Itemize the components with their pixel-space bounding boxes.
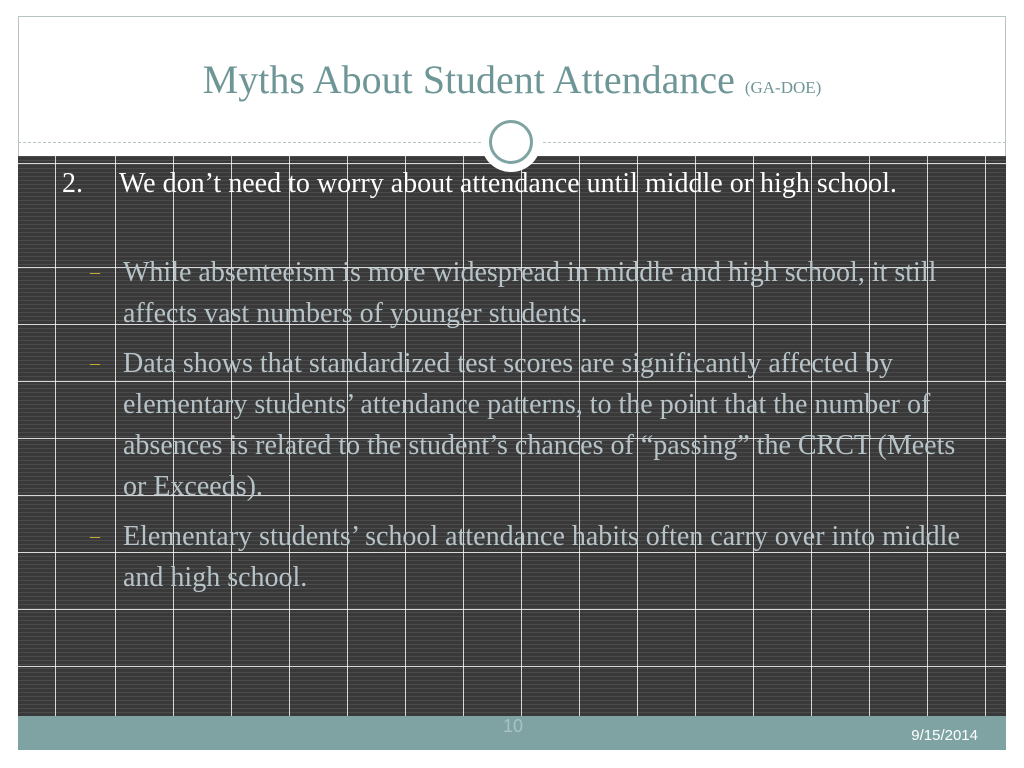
- slide-title-text: Myths About Student Attendance: [202, 57, 735, 102]
- sub-point-list: [90, 252, 970, 607]
- dash-bullet-icon: –: [90, 352, 100, 374]
- sub-point-text: Data shows that standardized test scores are significantly affected by elementary students’ attendance patterns, to the point that the number of absences is related to the student’s chances of “passing” the CRCT (Meets or Exceeds).: [123, 348, 956, 502]
- sub-point-text: While absenteeism is more widespread in middle and high school, it still affects vast numbers of younger students.: [123, 257, 937, 329]
- main-point-text: We don’t need to worry about attendance until middle or high school.: [119, 168, 897, 199]
- sub-point: [90, 252, 970, 334]
- page-number: 10: [502, 716, 524, 736]
- main-point-number: 2.: [62, 168, 83, 199]
- sub-point: [90, 343, 970, 507]
- sub-point: [90, 516, 970, 598]
- sub-point-text: Elementary students’ school attendance habits often carry over into middle and high school.: [123, 521, 960, 593]
- dash-bullet-icon: –: [90, 261, 100, 283]
- divider-ring-icon: [489, 120, 533, 164]
- dash-bullet-icon: –: [90, 525, 100, 547]
- slide-date: 9/15/2014: [911, 727, 978, 744]
- slide-title: [18, 57, 1006, 102]
- slide-title-source: (GA-DOE): [744, 78, 822, 97]
